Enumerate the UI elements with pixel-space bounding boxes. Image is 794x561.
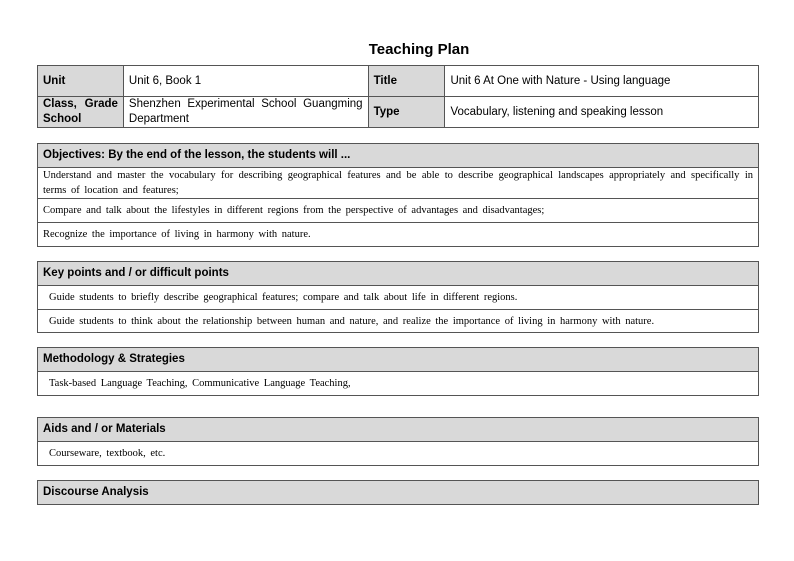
- methodology-text: Task-based Language Teaching, Communicative Language Teaching,: [49, 378, 351, 389]
- aids-text: Courseware, textbook, etc.: [49, 448, 166, 459]
- unit-value: Unit 6, Book 1: [123, 66, 368, 97]
- objectives-heading: Objectives: By the end of the lesson, the students will ...: [38, 144, 758, 168]
- unit-label: Unit: [38, 66, 124, 97]
- key-points-section: [37, 261, 759, 333]
- key-point-item-2: Guide students to think about the relationship between human and nature, and realize the importance of living in harmony with nature.: [49, 315, 655, 327]
- class-label: Class, Grade School: [38, 97, 124, 128]
- objective-item-2: Compare and talk about the lifestyles in different regions from the perspective of advantages and disadvantages;: [38, 199, 758, 223]
- key-points-heading: Key points and / or difficult points: [38, 262, 758, 286]
- key-point-item-1: Guide students to briefly describe geographical features; compare and talk about life in different regions.: [38, 286, 758, 310]
- objective-item-3: Recognize the importance of living in harmony with nature.: [43, 229, 311, 240]
- methodology-heading: Methodology & Strategies: [38, 348, 758, 372]
- title-label: Title: [368, 66, 445, 97]
- discourse-heading: Discourse Analysis: [38, 481, 758, 504]
- lesson-info-table: [37, 65, 759, 128]
- aids-section: [37, 417, 759, 466]
- page-title: Teaching Plan: [368, 41, 470, 58]
- type-value: Vocabulary, listening and speaking lesson: [445, 97, 759, 128]
- class-value: Shenzhen Experimental School Guangming Department: [123, 97, 368, 128]
- title-value: Unit 6 At One with Nature - Using language: [445, 66, 759, 97]
- objective-item-1: Understand and master the vocabulary for describing geographical features and be able to describe geographical landscapes appropriately and specifically in terms of location and features;: [38, 168, 758, 199]
- discourse-section: [37, 480, 759, 505]
- type-label: Type: [368, 97, 445, 128]
- aids-heading: Aids and / or Materials: [38, 418, 758, 442]
- methodology-section: [37, 347, 759, 396]
- objectives-section: [37, 143, 759, 247]
